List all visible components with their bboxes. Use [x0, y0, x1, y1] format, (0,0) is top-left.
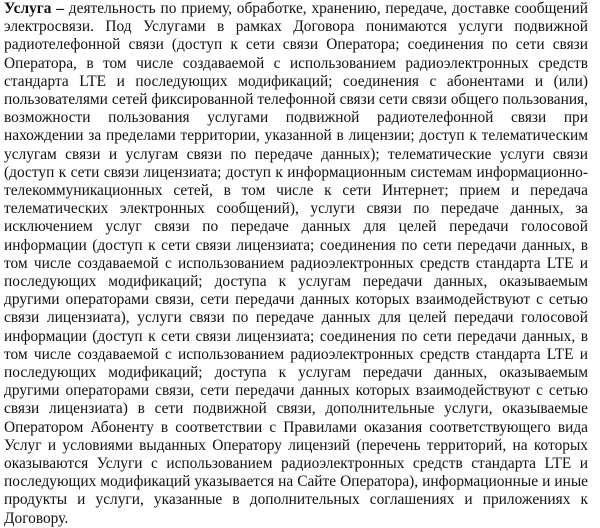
document-page: [4, 0, 588, 528]
defined-term: Услуга –: [4, 0, 64, 17]
definition-paragraph: [4, 0, 588, 528]
definition-text: деятельность по приему, обработке, хранению, передаче, доставке сообщений электросвязи. Под Услугами в рамках Договора понимаются услуги подвижной радиотелефонной связи (доступ к сети связи Оператора; соединения по сети связи Оператора, в том числе создаваемой с использованием радиоэлектронных средств стандарта LTE и последующих модификаций; соединения с абонентами и (или) пользователями сетей фиксированной телефонной связи сети связи общего пользования, возможности пользования услугами подвижной радиотелефонной связи при нахождении за пределами территории, указанной в лицензии; доступ к телематическим услугам связи и услугам связи по передаче данных); телематические услуги связи (доступ к сети связи лицензиата; доступ к информационным системам информационно-телекоммуникационных сетей, в том числе к сети Интернет; прием и передача телематических электронных сообщений), услуги связи по передаче данных, за исключением услуг связи по передаче данных для целей передачи голосовой информации (доступ к сети связи лицензиата; соединения по сети передачи данных, в том числе создаваемой с использованием радиоэлектронных средств стандарта LTE и последующих модификаций; доступа к услугам передачи данных, оказываемым другими операторами связи, сети передачи данных которых взаимодействуют с сетью связи лицензиата), услуги связи по передаче данных для целей передачи голосовой информации (доступ к сети связи лицензиата; соединения по сети передачи данных, в том числе создаваемой с использованием радиоэлектронных средств стандарта LTE и последующих модификаций; доступа к услугам передачи данных, оказываемым другими операторами связи, сети передачи данных которых взаимодействуют с сетью связи лицензиата) в сети подвижной связи, дополнительные услуги, оказываемые Оператором Абоненту в соответствии с Правилами оказания соответствующего вида Услуг и условиями выданных Оператору лицензий (перечень территорий, на которых оказываются Услуги с использованием радиоэлектронных средств стандарта LTE и последующих модификаций указывается на Сайте Оператора), информационные и иные продукты и услуги, указанные в дополнительных соглашениях и приложениях к Договору.: [4, 0, 588, 527]
